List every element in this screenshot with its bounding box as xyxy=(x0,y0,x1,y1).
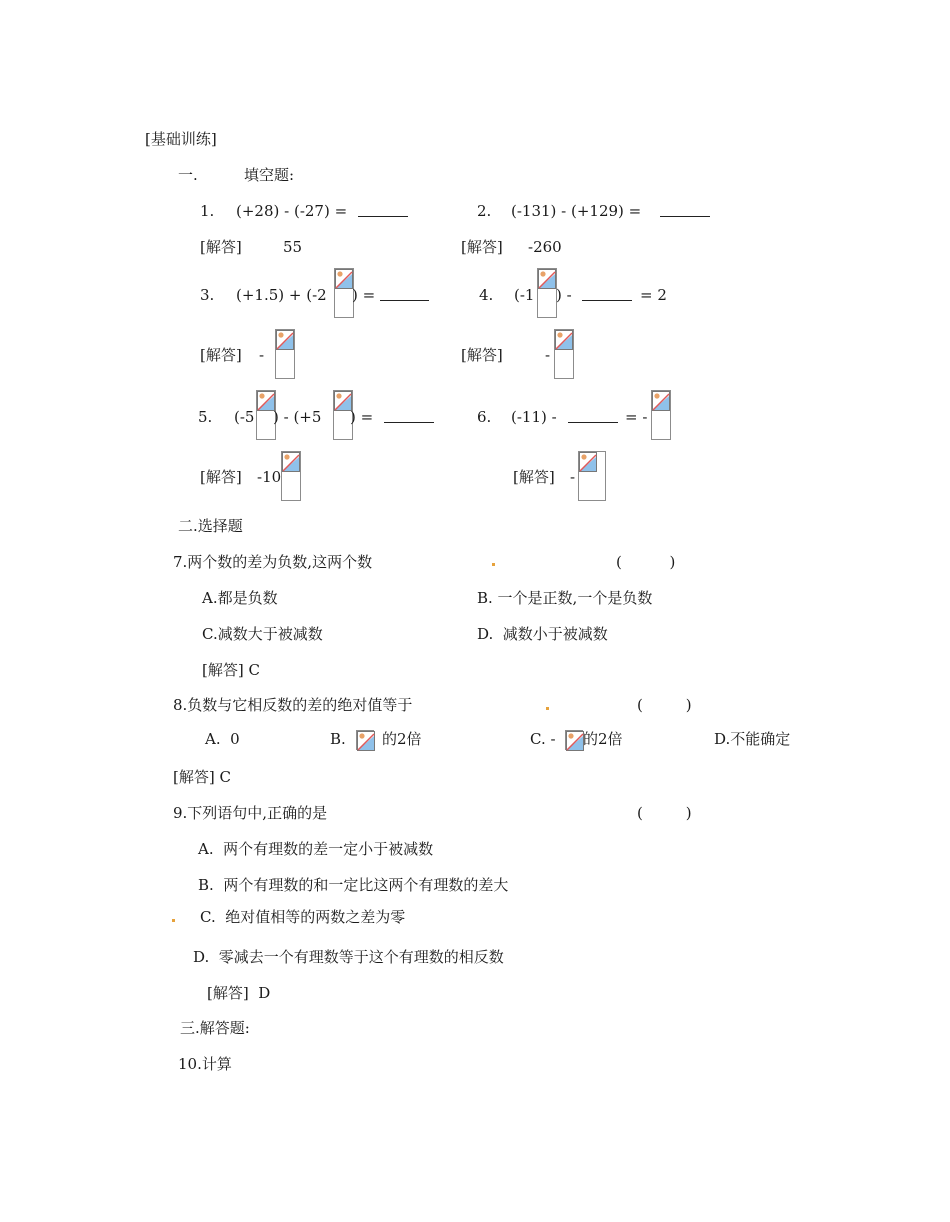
q1-answer-label: [解答] xyxy=(200,238,242,256)
q5-answer-label: [解答] xyxy=(200,468,242,486)
image-placeholder-icon xyxy=(276,330,294,350)
q7-option-a: A.都是负数 xyxy=(202,589,278,607)
q4-expression-a: (-1 xyxy=(514,286,535,304)
q5-number: 5. xyxy=(198,408,213,426)
q7-stem: 7.两个数的差为负数,这两个数 xyxy=(173,553,373,571)
q4-image-placeholder xyxy=(537,268,557,318)
q5-answer: -10 xyxy=(257,468,282,486)
q3-answer-image xyxy=(275,329,295,379)
q4-blank xyxy=(582,300,632,301)
section-title: [基础训练] xyxy=(145,130,217,148)
q6-image-placeholder xyxy=(651,390,671,440)
q8-option-b-image xyxy=(356,730,374,750)
q8-answer-paren: ( ) xyxy=(637,696,692,714)
image-placeholder-icon xyxy=(335,269,353,289)
q5-expression-c: ) = xyxy=(350,408,374,426)
q6-number: 6. xyxy=(477,408,492,426)
image-placeholder-icon xyxy=(555,330,573,350)
q4-answer: - xyxy=(545,346,551,364)
q3-blank xyxy=(380,300,429,301)
q7-option-b: B. 一个是正数,一个是负数 xyxy=(477,589,653,607)
q8-answer: [解答] C xyxy=(173,768,231,786)
q8-option-b-prefix: B. xyxy=(330,730,346,748)
q8-option-b-suffix: 的2倍 xyxy=(382,730,422,748)
q6-answer-image xyxy=(578,451,606,501)
image-placeholder-icon xyxy=(282,452,300,472)
q8-option-c-suffix: 的2倍 xyxy=(583,730,623,748)
q6-answer: - xyxy=(570,468,576,486)
q9-stem: 9.下列语句中,正确的是 xyxy=(173,804,328,822)
part3-heading: 三.解答题: xyxy=(180,1019,250,1037)
q7-answer: [解答] C xyxy=(202,661,260,679)
q4-number: 4. xyxy=(479,286,494,304)
q3-number: 3. xyxy=(200,286,215,304)
q7-option-c: C.减数大于被减数 xyxy=(202,625,323,643)
q6-expression-a: (-11) - xyxy=(511,408,557,426)
image-placeholder-icon xyxy=(538,269,556,289)
q10-title: 10.计算 xyxy=(178,1055,232,1073)
artifact-dot xyxy=(546,707,549,710)
q6-blank xyxy=(568,422,618,423)
q2-expression: (-131) - (+129) = xyxy=(511,202,642,220)
q8-option-c-image xyxy=(565,730,583,750)
q4-answer-label: [解答] xyxy=(461,346,503,364)
q4-expression-b: ) - xyxy=(556,286,572,304)
q1-expression: (+28) - (-27) = xyxy=(236,202,348,220)
q8-option-a: A. 0 xyxy=(205,730,240,748)
q8-option-d: D.不能确定 xyxy=(714,730,791,748)
q7-answer-paren: ( ) xyxy=(616,553,676,571)
q1-answer: 55 xyxy=(283,238,303,256)
q9-option-b: B. 两个有理数的和一定比这两个有理数的差大 xyxy=(198,876,509,894)
q3-expression-a: (+1.5) + (-2 xyxy=(236,286,327,304)
q5-expression-a: (-5 xyxy=(234,408,255,426)
image-placeholder-icon xyxy=(566,731,584,751)
q8-option-c-prefix: C. - xyxy=(530,730,556,748)
q3-expression-b: ) = xyxy=(352,286,376,304)
q5-expression-b: ) - (+5 xyxy=(273,408,322,426)
q3-answer: - xyxy=(259,346,265,364)
q9-answer-paren: ( ) xyxy=(637,804,692,822)
q2-number: 2. xyxy=(477,202,492,220)
q4-expression-c: = 2 xyxy=(640,286,667,304)
q2-answer-label: [解答] xyxy=(461,238,503,256)
artifact-dot xyxy=(492,563,495,566)
q3-image-placeholder xyxy=(334,268,354,318)
part1-heading-num: 一. xyxy=(178,166,198,184)
q4-answer-image xyxy=(554,329,574,379)
q9-option-c: C. 绝对值相等的两数之差为零 xyxy=(200,908,406,926)
q2-blank xyxy=(660,216,710,217)
part1-heading: 填空题: xyxy=(244,166,295,184)
part2-heading: 二.选择题 xyxy=(178,517,243,535)
q2-answer: -260 xyxy=(528,238,562,256)
q1-number: 1. xyxy=(200,202,215,220)
q6-expression-b: = - xyxy=(625,408,648,426)
q3-answer-label: [解答] xyxy=(200,346,242,364)
q5-blank xyxy=(384,422,434,423)
image-placeholder-icon xyxy=(579,452,597,472)
q7-option-d: D. 减数小于被减数 xyxy=(477,625,608,643)
q1-blank xyxy=(358,216,408,217)
q9-option-a: A. 两个有理数的差一定小于被减数 xyxy=(198,840,434,858)
artifact-dot xyxy=(172,919,175,922)
image-placeholder-icon xyxy=(652,391,670,411)
q8-stem: 8.负数与它相反数的差的绝对值等于 xyxy=(173,696,413,714)
q5-answer-image xyxy=(281,451,301,501)
q6-answer-label: [解答] xyxy=(513,468,555,486)
q9-answer: [解答] D xyxy=(207,984,271,1002)
q9-option-d: D. 零减去一个有理数等于这个有理数的相反数 xyxy=(193,948,504,966)
image-placeholder-icon xyxy=(357,731,375,751)
